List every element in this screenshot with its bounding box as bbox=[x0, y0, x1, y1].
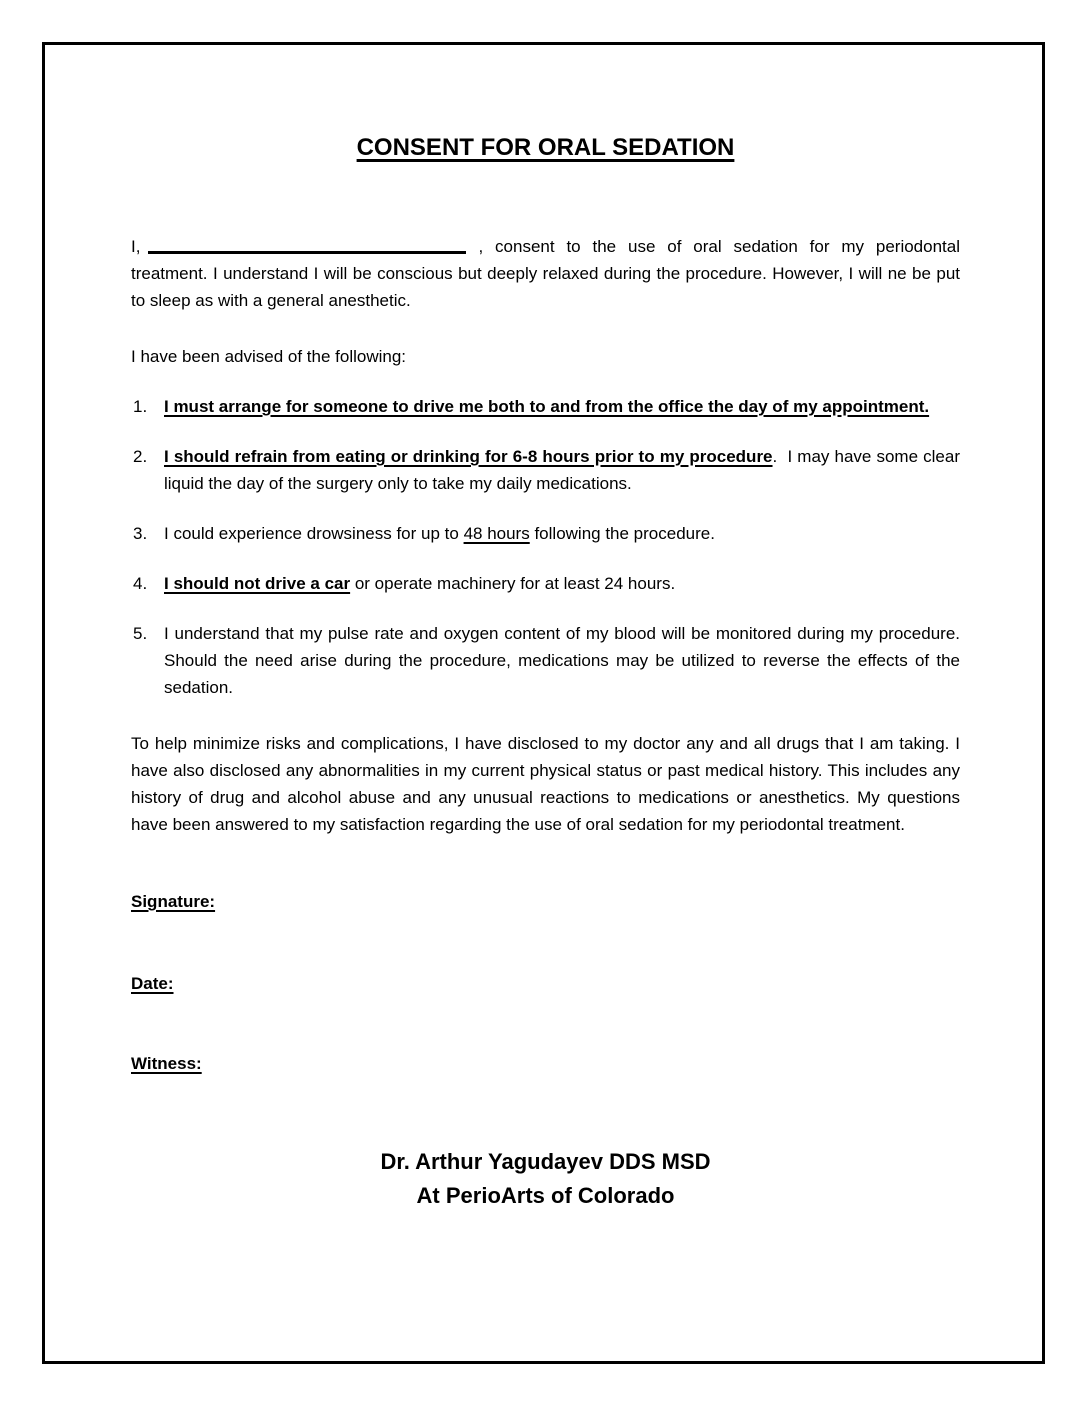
list-item-5-number: 5. bbox=[133, 624, 148, 643]
signature-label: Signature: bbox=[131, 892, 216, 911]
list-item-5 bbox=[131, 620, 960, 701]
list-item-5-text: I understand that my pulse rate and oxygen content of my blood will be monitored during my procedure. Should the need arise during the procedure, medications may be utilized to reverse the effects of the sedation. bbox=[164, 624, 960, 697]
list-item-2 bbox=[131, 443, 960, 497]
practice-name-line: At PerioArts of Colorado bbox=[416, 1183, 675, 1208]
footer bbox=[131, 1145, 960, 1213]
list-item-3-post: following the procedure. bbox=[529, 524, 715, 543]
list-item-3-number: 3. bbox=[133, 524, 148, 543]
document-page-border bbox=[42, 42, 1045, 1364]
list-item-3-pre: I could experience drowsiness for up to bbox=[164, 524, 464, 543]
list-item-1 bbox=[131, 393, 960, 420]
date-label: Date: bbox=[131, 974, 174, 993]
patient-name-blank-line bbox=[148, 238, 466, 254]
intro-prefix: I, bbox=[131, 237, 141, 256]
list-item-4-emphasis: I should not drive a car bbox=[164, 574, 351, 593]
list-item-1-emphasis: I must arrange for someone to drive me both to and from the office the day of my appointment. bbox=[164, 397, 930, 416]
advised-intro-line: I have been advised of the following: bbox=[131, 347, 407, 366]
witness-label: Witness: bbox=[131, 1054, 202, 1073]
document-title: CONSENT FOR ORAL SEDATION bbox=[356, 134, 735, 161]
closing-paragraph: To help minimize risks and complications, I have disclosed to my doctor any and all drugs that I am taking. I have also disclosed any abnormalities in my current physical status or past medical history. This includes any history of drug and alcohol abuse and any unusual reactions to medications or anesthetics. My questions have been answered to my satisfaction regarding the use of oral sedation for my periodontal treatment. bbox=[131, 734, 960, 834]
list-item-3 bbox=[131, 520, 960, 547]
list-item-4-rest: or operate machinery for at least 24 hours. bbox=[350, 574, 676, 593]
list-item-1-number: 1. bbox=[133, 397, 148, 416]
list-item-2-emphasis: I should refrain from eating or drinking for 6-8 hours prior to my procedure bbox=[164, 447, 773, 466]
doctor-name-line: Dr. Arthur Yagudayev DDS MSD bbox=[380, 1149, 711, 1174]
list-item-3-underlined: 48 hours bbox=[463, 524, 530, 543]
list-item-4-number: 4. bbox=[133, 574, 148, 593]
list-item-2-rest: . I may have some clear liquid the day of the surgery only to take my daily medications. bbox=[164, 447, 960, 493]
list-item-4 bbox=[131, 570, 960, 597]
list-item-2-number: 2. bbox=[133, 447, 148, 466]
intro-body-text: , consent to the use of oral sedation for my periodontal treatment. I understand I will be conscious but deeply relaxed during the procedure. However, I will ne be put to sleep as with a general anesthetic. bbox=[131, 237, 960, 310]
intro-paragraph bbox=[131, 233, 960, 314]
